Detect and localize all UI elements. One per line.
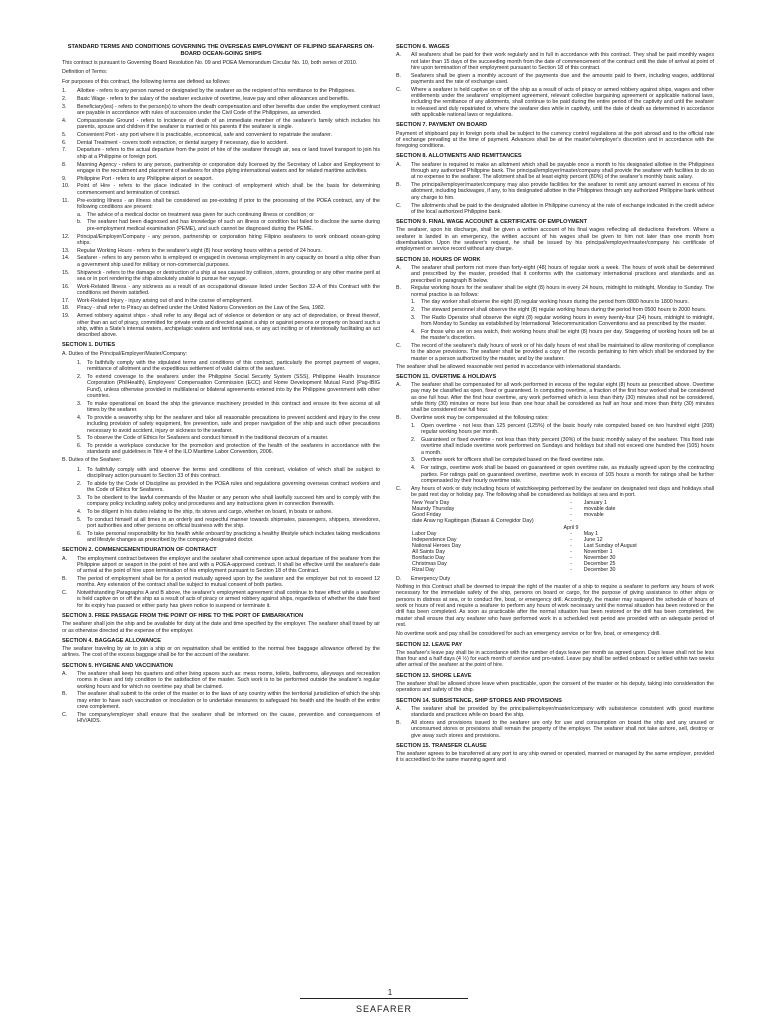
working-hours-item-number: 2.: [411, 307, 416, 314]
holiday-date: movable: [583, 512, 604, 519]
definition-item: [62, 298, 380, 304]
preexisting-item-number: a.: [77, 211, 82, 218]
definition-item-number: 4.: [62, 117, 67, 124]
holiday-separator: -: [570, 536, 572, 543]
definition-item: [62, 147, 380, 160]
overtime-rate-item-text: Overtime work for officers shall be computed based on the fixed overtime rate.: [421, 457, 605, 464]
section-4-text: The seafarer traveling by air to join a ship or on repatriation shall be entitled to the normal free baggage allowance offered by the airlines. The cost of the excess baggage shall be for the account of the seafarer.: [62, 646, 380, 659]
holiday-name: National Heroes Day: [412, 542, 461, 549]
holiday-name: Good Friday: [412, 512, 442, 519]
duty-item: [77, 517, 380, 530]
definition-item-number: 8.: [62, 161, 67, 168]
duty-item: [77, 481, 380, 494]
definition-item-text: Dental Treatment - covers tooth extraction, or dental surgery if necessary, due to accident.: [77, 139, 288, 146]
definitions-list-continued: [62, 234, 380, 339]
right-column: [396, 44, 714, 767]
duty-item: [77, 360, 380, 373]
section-1-a-heading: A. Duties of the Principal/Employer/Master/Company:: [62, 350, 188, 357]
section-9-title: SECTION 9. FINAL WAGE ACCOUNT & CERTIFICATE OF EMPLOYMENT: [396, 219, 588, 226]
holiday-separator: -: [570, 548, 572, 555]
section-11-b: B. Overtime work may be compensated at the following rates:: [396, 415, 549, 422]
duty-item-number: 6.: [77, 530, 82, 537]
duty-item-number: 4.: [77, 414, 82, 421]
holiday-name: Christmas Day: [412, 561, 447, 568]
holiday-name: Bonifacio Day: [412, 555, 445, 562]
definition-item-number: 15.: [62, 269, 70, 276]
section-1-a-list: [62, 360, 380, 456]
definition-item: [62, 183, 380, 196]
holiday-date: November 1: [583, 548, 613, 555]
clause-item-number: B.: [396, 719, 402, 726]
definition-item: [62, 284, 380, 297]
section-1-title: SECTION 1. DUTIES: [62, 342, 116, 349]
emergency-duty-text: Nothing in this Contract shall be deemed to impair the right of the master of a ship to require a seafarer to perform any hours of work necessary for the immediate safety of the ship, persons on board or cargo, for the purpose of giving assistance to other ships or persons in distress at sea, or to conduct fire, boat, or emergency drill. Accordingly, the master may suspend the schedule of hours of work or hours of rest and require a seafarer to perform any hours of work necessary until the normal situation has been restored or the drill has been completed. As soon as practicable after the normal situation has been restored or the drill has been completed, the master shall ensure that any seafarer who have performed work in a scheduled rest period are provided with an adequate period of rest.: [396, 584, 714, 628]
definition-item: [62, 140, 380, 146]
holiday-date: December 25: [583, 561, 616, 568]
clause-item: [396, 706, 714, 719]
duty-item-number: 5.: [77, 435, 82, 442]
holiday-name: Rizal Day: [412, 567, 435, 574]
duty-item-number: 1.: [77, 360, 82, 367]
page-number: 1: [387, 988, 393, 997]
holiday-date: November 30: [583, 555, 616, 562]
signature-line: [300, 998, 468, 999]
definition-item-text: Compassionate Ground - refers to incidence of death of an immediate member of the seafarer's family which includes his parents, spouse and children if the seafarer is married or his parents if the seafarer is single.: [77, 117, 380, 131]
definition-item: [62, 104, 380, 117]
holiday-separator: -: [570, 500, 572, 507]
holiday-name: New Year's Day: [412, 500, 450, 507]
definition-intro: For purposes of this contract, the following terms are defined as follows:: [62, 78, 231, 85]
definition-item: [62, 176, 380, 182]
section-6-list: [396, 52, 714, 118]
holiday-date: Last Sunday of August: [583, 542, 637, 549]
definition-item: [62, 198, 380, 211]
holiday-separator: -: [570, 512, 572, 519]
section-3-text: The seafarer shall join the ship and be available for duty at the date and time specified by the employer. The seafarer shall travel by air or as otherwise directed at the expense of the employer.: [62, 621, 380, 634]
clause-item-text: The seafarer shall submit to the order of the master or to the laws of any country within the territorial jurisdiction of which the ship may enter to have such vaccination or inoculation or to undertake measures to safeguard his health and the health of the entire crew complement.: [77, 691, 380, 711]
overtime-rate-item-number: 4.: [411, 465, 416, 472]
clause-item-number: A.: [396, 161, 402, 168]
overtime-rate-item: [411, 437, 714, 456]
duty-item: [77, 435, 380, 441]
definition-item: [62, 255, 380, 268]
clause-item: [396, 73, 714, 86]
clause-item-number: C.: [396, 202, 402, 209]
duty-item-text: To take personal responsibility for his health while onboard by practicing a healthy lifestyle which includes taking medications and lifestyle changes as prescribed by the company-designated doctor.: [87, 530, 380, 543]
duty-item-number: 2.: [77, 374, 82, 381]
clause-item-text: The employment contract between the employer and the seafarer shall commence upon actual departure of the seafarer from the Philippine airport or seaport in the point of hire and with a POEA-approved contract. It shall be effective until the seafarer's date of arrival at the point of hire upon termination of his employment pursuant to Section 18 of this Contract.: [77, 555, 380, 575]
definition-item-text: Manning Agency - refers to any person, partnership or corporation duly licensed by the Secretary of Labor and Employment to engage in the recruitment and placement of seafarers for ships plying international waters and for related maritime activities.: [77, 161, 380, 174]
clause-item-text: The allotments shall be paid to the designated allottee in Philippine currency at the rate of exchange indicated in the credit advice of the local authorized Philippine bank.: [411, 202, 714, 215]
overtime-rate-item-number: 1.: [411, 422, 416, 429]
duty-item-number: 3.: [77, 494, 82, 501]
duty-item-text: To faithfully comply with the stipulated terms and conditions of this contract, particularly the prompt payment of wages, remittance of allotment and the expeditious settlement of valid claims of the seafarer.: [87, 360, 380, 373]
section-12-text: The seafarer's leave pay shall be in accordance with the number of days leave per month as agreed upon. Days leave shall not be less than four and a half days (4 ½) for each month of service and pro-rated. Leave pay shall be settled onboard or settled within two weeks after arrival of the seafarer at the point of hire.: [396, 649, 714, 669]
holiday-separator: -: [570, 506, 572, 513]
definition-item: [62, 118, 380, 131]
duty-item-text: To provide a workplace conducive for the promotion and protection of the health of the seafarers in accordance with the standards and guidelines in Title 4 of the ILO Maritime Labor Convention, 2006.: [87, 443, 380, 456]
definition-item-text: Pre-existing Illness - an illness shall be considered as pre-existing if prior to the processing of the POEA contract, any of the following conditions are present:: [77, 197, 380, 210]
section-1-b-list: [62, 467, 380, 544]
overtime-rate-item: [411, 423, 714, 436]
section-10-c: C. The record of the seafarer's daily hours of work or of his daily hours of rest shall be maintained to allow monitoring of compliance to the above provisions. The seafarer shall be provided a copy of the records pertaining to him which shall be endorsed by the master or a person authorized by the master, and by the seafarer.: [396, 343, 714, 362]
working-hours-item: [411, 307, 714, 313]
overtime-rate-item-text: Guaranteed or fixed overtime - not less than thirty percent (30%) of the basic monthly salary of the seafarer. This fixed rate overtime shall include overtime work performed on Sundays and holidays but shall not exceed one hundred five (105) hours a month.: [421, 437, 714, 456]
holiday-separator: -: [570, 561, 572, 568]
section-2-list: [62, 556, 380, 609]
signature-label: SEAFARER: [355, 1004, 412, 1014]
section-10-title: SECTION 10. HOURS OF WORK: [396, 256, 481, 263]
working-hours-item-text: The Radio Operator shall observe the eight (8) regular working hours in every twenty-four (24) hours, midnight to midnight, from Monday to Sunday as established by International Telecommunication Conventions and as prescribed by the master.: [421, 314, 714, 328]
section-10-a: A. The seafarer shall perform not more than forty-eight (48) hours of regular work a week. The hours of work shall be determined and prescribed by the master, provided that it conforms with the customary international practices and standards and as prescribed in paragraph B below.: [396, 264, 714, 284]
left-column: [62, 44, 380, 726]
clause-item: [62, 576, 380, 589]
section-11-b-list: [396, 423, 714, 484]
duty-item: [77, 509, 380, 515]
definitions-list: [62, 88, 380, 210]
section-11-d: D. Emergency Duty: [396, 576, 451, 583]
overtime-rate-item-text: For ratings, overtime work shall be based on guaranteed or open overtime rate, as mutually agreed upon by the contracting parties. For ratings paid on guaranteed overtime, overtime work in excess of 105 hours a month for ratings shall be further compensated by their hourly overtime rate.: [421, 465, 714, 484]
definition-item-number: 14.: [62, 255, 70, 262]
working-hours-item: [411, 329, 714, 342]
section-11-a: A. The seafarer shall be compensated for all work performed in excess of the regular eight (8) hours as prescribed above. Overtime pay may be classified as open, fixed or guaranteed. In computing overtime, a fraction of the first hour worked shall be considered as one full hour. After the first hour overtime, any work performed which is less than thirty (30) minutes shall not be considered, while thirty (30) minutes or more but less than one hour shall be considered as half an hour and more than thirty (30) minutes shall be considered one full hour.: [396, 382, 714, 414]
holiday-name: Maundy Thursday: [412, 506, 455, 513]
duty-item-text: To make operational on board the ship the grievance machinery provided in this contract and ensure its free access at all times by the seafarer.: [87, 400, 380, 414]
section-7-title: SECTION 7. PAYMENT ON BOARD: [396, 122, 488, 129]
section-15-title: SECTION 15. TRANSFER CLAUSE: [396, 742, 487, 749]
clause-item-text: The company/employer shall ensure that the seafarer shall be informed on the cause, prevention and consequences of HIV/AIDS.: [77, 711, 380, 725]
definition-item-number: 11.: [62, 197, 69, 204]
definition-item-number: 10.: [62, 183, 70, 190]
section-10-b-list: [396, 299, 714, 341]
duty-item-number: 2.: [77, 480, 82, 487]
definition-item: [62, 88, 380, 94]
definition-item-text: Regular Working Hours - refers to the seafarer's eight (8) hour working hours within a period of 24 hours.: [77, 247, 322, 254]
definition-item: [62, 132, 380, 138]
duty-item-number: 6.: [77, 443, 82, 450]
definition-item-number: 18.: [62, 305, 70, 312]
duty-item: [77, 531, 380, 544]
definition-item-number: 7.: [62, 147, 67, 154]
working-hours-item-number: 1.: [411, 299, 416, 306]
section-6-title: SECTION 6. WAGES: [396, 44, 450, 50]
preexisting-item-text: The seafarer had been diagnosed and has knowledge of such an illness or condition but failed to disclose the same during pre-employment medical examination (PEME), and such cannot be diagnosed during the PEME.: [87, 219, 380, 232]
duty-item-text: To be diligent in his duties relating to the ship, its stores and cargo, whether on board, in boats or ashore.: [87, 508, 333, 515]
definition-heading: Definition of Terms:: [62, 69, 108, 76]
duty-item: [77, 374, 380, 399]
definition-item: [62, 270, 380, 283]
clause-item-number: A.: [396, 705, 402, 712]
section-5-list: [62, 671, 380, 724]
clause-item-number: C.: [396, 86, 402, 93]
clause-item-number: B.: [396, 72, 402, 79]
clause-item: [396, 203, 714, 216]
section-5-title: SECTION 5. HYGIENE AND VACCINATION: [62, 662, 173, 669]
duty-item: [77, 415, 380, 434]
clause-item-text: Notwithstanding Paragraphs A and B above, the seafarer's employment agreement shall continue to have effect while a seafarer is held captive on or off the ship as a result of acts of piracy or armed robbery against ships, regardless of whether the date fixed for its expiry has passed or either party has given notice to suspend or terminate it.: [77, 590, 380, 609]
definition-item: [62, 96, 380, 102]
duty-item-number: 4.: [77, 508, 82, 515]
holiday-name: All Saints Day: [412, 548, 445, 555]
definition-item-text: Work-Related Illness - any sickness as a result of an occupational disease listed under Section 32-A of this Contract with the conditions set therein satisfied.: [77, 283, 380, 296]
duty-item: [77, 467, 380, 480]
definition-item-text: Point of Hire - refers to the place indicated in the contract of employment which shall be the basis for determining commencement and termination of contract.: [77, 183, 380, 196]
definition-item-text: Seafarer - refers to any person who is employed or engaged in overseas employment in any capacity on board a ship other than a government ship used for military or non-commercial purposes.: [77, 255, 380, 268]
emergency-duty-text-2: No overtime work and pay shall be considered for such an emergency service or for fire, boat, or emergency drill.: [396, 631, 661, 638]
clause-item-number: B.: [62, 691, 68, 698]
working-hours-item-text: For those who are on sea watch, their working hours shall be eight (8) hours per day. Staggering of working hours will be at the master's discretion.: [421, 329, 714, 342]
clause-item-number: A.: [62, 671, 68, 678]
holiday-separator: April 9: [563, 524, 579, 531]
definition-item-text: Philippine Port - refers to any Philippine airport or seaport.: [77, 175, 214, 182]
preexisting-item-number: b.: [77, 219, 82, 226]
definition-item-number: 6.: [62, 139, 67, 146]
working-hours-item-text: The day worker shall observe the eight (8) regular working hours during the period from 0800 hours to 1800 hours.: [421, 299, 689, 306]
working-hours-item-text: The steward personnel shall observe the eight (8) regular working hours during the period from 0500 hours to 2000 hours.: [421, 307, 707, 314]
section-4-title: SECTION 4. BAGGAGE ALLOWANCE: [62, 637, 161, 644]
holiday-row: [412, 567, 730, 573]
definition-item-text: Basic Wage - refers to the salary of the seafarer exclusive of overtime, leave pay and other allowances and benefits.: [77, 95, 350, 102]
document-title: STANDARD TERMS AND CONDITIONS GOVERNING THE OVERSEAS EMPLOYMENT OF FILIPINO SEAFARERS ON-BOARD OCEAN-GOING SHIPS: [67, 44, 375, 57]
duty-item-text: To faithfully comply with and observe the terms and conditions of this contract, violation of which shall be subject to disciplinary action pursuant to Section 33 of this contract.: [87, 466, 380, 479]
clause-item-number: B.: [396, 182, 402, 189]
holidays-table: [412, 500, 730, 573]
definition-item-text: Departure - refers to the actual departure from the point of hire of the seafarer through air, sea or land travel transport to join his ship at a Philippine or foreign port.: [77, 147, 380, 160]
duty-item-number: 5.: [77, 516, 82, 523]
duty-item-text: To be obedient to the lawful commands of the Master or any person who shall lawfully succeed him and to comply with the company policy including safety policy and procedures and any instructions given in connection therewith.: [87, 494, 380, 507]
definition-item-number: 5.: [62, 131, 67, 138]
clause-item-text: All stores and provisions issued to the seafarer are only for use and consumption on board the ship and any unused or unconsumed stores or provisions shall remain the property of the employer. The seafarer shall not take ashore, sell, destroy or give away such stores and provisions.: [411, 719, 714, 739]
overtime-rate-item-number: 3.: [411, 457, 416, 464]
clause-item-text: Where a seafarer is held captive on or off the ship as a result of acts of piracy or armed robbery against ships, wages and other entitlements under the seafarers' employment agreement, relevant collective bargaining agreement or applicable national laws, including the remittance of any allotments, shall continue to be paid during the entire period of the captivity and until the seafarer is released and duly repatriated or, where the seafarer dies while in captivity, until the date of death as determined in accordance with applicable national laws or regulations.: [411, 86, 714, 118]
clause-item-text: Seafarers shall be given a monthly account of the payments due and the amounts paid to them, including wages, additional payments and the rate of exchange used.: [411, 72, 714, 85]
duty-item-number: 3.: [77, 400, 82, 407]
clause-item: [396, 162, 714, 181]
working-hours-item: [411, 315, 714, 328]
holiday-name: date Araw ng Kagitingan (Bataan & Corregidor Day): [412, 518, 534, 525]
clause-item-text: The seafarer is required to make an allotment which shall be payable once a month to his designated allottee in the Philippines through any authorized Philippine bank. The principal/employer/master/company shall provide the seafarer with facilities to do so at no expense to the seafarer. The allotment shall be at least eighty percent (80%) of the seafarer's monthly basic salary.: [411, 161, 714, 181]
clause-item: [62, 590, 380, 609]
definition-item: [62, 234, 380, 247]
holiday-separator: -: [570, 542, 572, 549]
holiday-date: January 1: [583, 500, 607, 507]
section-11-c: C. Any hours of work or duty including hours of watchkeeping performed by the seafarer on designated rest days and holidays shall be paid rest day or holiday pay. The following shall be considered as holidays at sea and in port.: [396, 485, 714, 498]
overtime-rate-item: [411, 457, 714, 463]
definition-item-number: 13.: [62, 247, 70, 254]
duty-item-text: To extend coverage to the seafarers under the Philippine Social Security System (SSS), Philippine Health Insurance Corporation (PhilHealth), Employees' Compensation Commission (ECC) and Home Development Mutual Fund (Pag-IBIG Fund), unless otherwise provided in multilateral or bilateral agreements entered into by the Philippine government with other countries.: [87, 374, 380, 400]
definition-item-text: Beneficiary(ies) - refers to the person(s) to whom the death compensation and other benefits due under the employment contract are payable in accordance with rules of succession under the Civil Code of the Philippines, as amended.: [77, 103, 380, 116]
working-hours-item: [411, 299, 714, 305]
section-10-rest-text: The seafarer shall be allowed reasonable rest period in accordance with international standards.: [396, 363, 622, 370]
duty-item-text: To observe the Code of Ethics for Seafarers and conduct himself in the traditional decorum of a master.: [87, 435, 329, 442]
section-14-list: [396, 706, 714, 739]
overtime-rate-item: [411, 465, 714, 484]
holiday-date: May 1: [583, 530, 599, 537]
definition-item-text: Convenient Port - any port where it is practicable, economical, safe and convenient to repatriate the seafarer.: [77, 131, 332, 138]
clause-item: [396, 52, 714, 71]
clause-item: [396, 87, 714, 118]
holiday-separator: -: [570, 567, 572, 574]
definition-item-number: 2.: [62, 95, 67, 102]
section-11-title: SECTION 11. OVERTIME & HOLIDAYS: [396, 373, 497, 380]
clause-item: [396, 720, 714, 739]
section-9-text: The seafarer, upon his discharge, shall be given a written account of his final wages reflecting all deductions therefrom. Where a seafarer is landed in an emergency, the written account of his wages shall be given to him not later than one month from disembarkation. Upon the seafarer's request, he shall be issued by his principal/employer/master/company his certificate of employment or service record without any charge.: [396, 227, 714, 253]
duty-item: [77, 495, 380, 508]
definition-item-number: 3.: [62, 103, 67, 110]
section-13-title: SECTION 13. SHORE LEAVE: [396, 672, 472, 679]
preexisting-item: [77, 219, 380, 232]
definition-item-number: 16.: [62, 283, 70, 290]
definition-item-text: Work-Related Injury - injury arising out of and in the course of employment.: [77, 297, 253, 304]
section-8-title: SECTION 8. ALLOTMENTS AND REMITTANCES: [396, 153, 522, 160]
holiday-name: Independence Day: [412, 536, 457, 543]
holiday-date: December 30: [583, 567, 616, 574]
preexisting-item: [77, 212, 380, 218]
definition-item: [62, 305, 380, 311]
intro-paragraph: This contract is pursuant to Governing Board Resolution No. 09 and POEA Memorandum Circular No. 10, both series of 2010.: [62, 60, 358, 67]
clause-item-number: C.: [62, 590, 68, 597]
clause-item: [62, 556, 380, 575]
holiday-separator: -: [570, 555, 572, 562]
holiday-name: Labor Day: [412, 530, 437, 537]
definition-item-text: Principal/Employer/Company - any person, partnership or corporation hiring Filipino seafarers to work onboard ocean-going ships.: [77, 233, 380, 246]
clause-item: [396, 182, 714, 201]
definition-item-text: Armed robbery against ships - shall refer to any illegal act of violence or detention or any act of depredation, or threat thereof, other than an act of piracy, committed for private ends and directed against a ship or against persons or property on board such a ship, within a State's internal waters, archipelagic waters and territorial sea, or any act inciting or of intentionally facilitating an act described above.: [77, 313, 380, 339]
section-12-title: SECTION 12. LEAVE PAY: [396, 641, 463, 648]
duty-item-number: 1.: [77, 466, 82, 473]
holiday-separator: -: [570, 518, 572, 525]
clause-item-text: The period of employment shall be for a period mutually agreed upon by the seafarer and the employer but not to exceed 12 months. Any extension of the contract shall be subject to mutual consent of both parties.: [77, 575, 380, 589]
section-3-title: SECTION 3. FREE PASSAGE FROM THE POINT OF HIRE TO THE PORT OF EMBARKATION: [62, 612, 304, 619]
definition-item-text: Piracy - shall refer to Piracy as defined under the United Nations Convention on the Law of the Sea, 1982.: [77, 305, 326, 312]
definition-item-number: 12.: [62, 233, 70, 240]
clause-item-text: The seafarer shall be provided by the principal/employer/master/company with subsistence consistent with good maritime standards and practices while on board the ship.: [411, 705, 714, 719]
duty-item-text: To conduct himself at all times in an orderly and respectful manner towards shipmates, passengers, shippers, stevedores, port authorities and other persons on official business with the ship.: [87, 516, 380, 529]
clause-item-number: C.: [62, 711, 68, 718]
section-1-b-heading: B. Duties of the Seafarer:: [62, 457, 122, 464]
section-8-list: [396, 162, 714, 215]
working-hours-item-number: 4.: [411, 329, 416, 336]
clause-item-number: B.: [62, 575, 68, 582]
clause-item-text: All seafarers shall be paid for their work regularly and in full in accordance with this contract. They shall be paid monthly wages not later than 15 days of the succeeding month from the date of commencement of the contract until the date of arrival at point of hire upon termination of their employment pursuant to Section 18 of this contract.: [411, 52, 714, 71]
section-7-text: Payment of shipboard pay in foreign ports shall be subject to the currency control regulations at the port abroad and to the official rate of exchange prevailing at the time of payment. Advances shall be at the master's/employer's discretion and in accordance with the foregoing conditions.: [396, 130, 714, 150]
duty-item: [77, 443, 380, 456]
preexisting-item-text: The advice of a medical doctor on treatment was given for such continuing illness or condition; or: [87, 211, 315, 218]
clause-item-text: The seafarer shall keep his quarters and other living spaces such as: mess rooms, toilets, bathrooms, alleyways and recreation rooms in clean and tidy condition to the satisfaction of the master. Such work is to be performed outside the seafarer's regular working hours and for which no overtime pay shall be claimed.: [77, 671, 380, 690]
clause-item-text: The principal/employer/master/company may also provide facilities for the seafarer to remit any amount earned in excess of his allotment, including backwages, if any, to his designated allottee in the Philippines through any authorized Philippine bank without any charge to him.: [411, 182, 714, 201]
overtime-rate-item-number: 2.: [411, 437, 416, 444]
duty-item-text: To abide by the Code of Discipline as provided in the POEA rules and regulations governing overseas contract workers and the Code of Ethics for Seafarers.: [87, 480, 380, 493]
working-hours-item-number: 3.: [411, 314, 416, 321]
clause-item-number: A.: [62, 555, 68, 562]
clause-item: [62, 671, 380, 690]
definition-item-number: 19.: [62, 313, 70, 320]
preexisting-conditions-list: [62, 212, 380, 232]
clause-item: [62, 712, 380, 725]
definition-item-number: 17.: [62, 297, 70, 304]
section-15-text: The seafarer agrees to be transferred at any port to any ship owned or operated, manned or managed by the same employer, provided it is accredited to the same manning agent and: [396, 751, 714, 764]
section-10-b: B. Regular working hours for the seafarer shall be eight (8) hours in every 24 hours, midnight to midnight, Monday to Sunday. The normal practice is as follows:: [396, 285, 714, 298]
holiday-date: June 12: [583, 536, 603, 543]
section-14-title: SECTION 14. SUBSISTENCE, SHIP STORES AND PROVISIONS: [396, 697, 562, 704]
holiday-separator: -: [570, 530, 572, 537]
definition-item-text: Allottee - refers to any person named or designated by the seafarer as the recipient of his remittance to the Philippines.: [77, 88, 356, 95]
definition-item: [62, 248, 380, 254]
definition-item-number: 9.: [62, 175, 67, 182]
section-2-title: SECTION 2. COMMENCEMENT/DURATION OF CONTRACT: [62, 547, 217, 554]
clause-item-number: A.: [396, 52, 402, 59]
definition-item-text: Shipwreck - refers to the damage or destruction of a ship at sea caused by collision, storm, grounding or any other marine peril at sea or in port rendering the ship absolutely unable to pursue her voyage.: [77, 269, 380, 282]
overtime-rate-item-text: Open overtime - not less than 125 percent (125%) of the basic hourly rate computed based on two hundred eight (208) regular working hours per month.: [421, 422, 714, 436]
definition-item: [62, 162, 380, 175]
holiday-date: movable date: [583, 506, 616, 513]
definition-item-number: 1.: [62, 88, 67, 95]
definition-item: [62, 313, 380, 338]
section-13-text: The seafarer shall be allowed shore leave when practicable, upon the consent of the master or his deputy, taking into consideration the operations and safety of the ship.: [396, 680, 714, 694]
duty-item-text: To provide a seaworthy ship for the seafarer and take all reasonable precautions to prevent accident and injury to the crew including provision of safety equipment, fire prevention, safe and proper navigation of the ship and such other precautions necessary to avoid accident, injury or sickness to the seafarer.: [87, 414, 380, 434]
duty-item: [77, 401, 380, 414]
clause-item: [62, 691, 380, 710]
